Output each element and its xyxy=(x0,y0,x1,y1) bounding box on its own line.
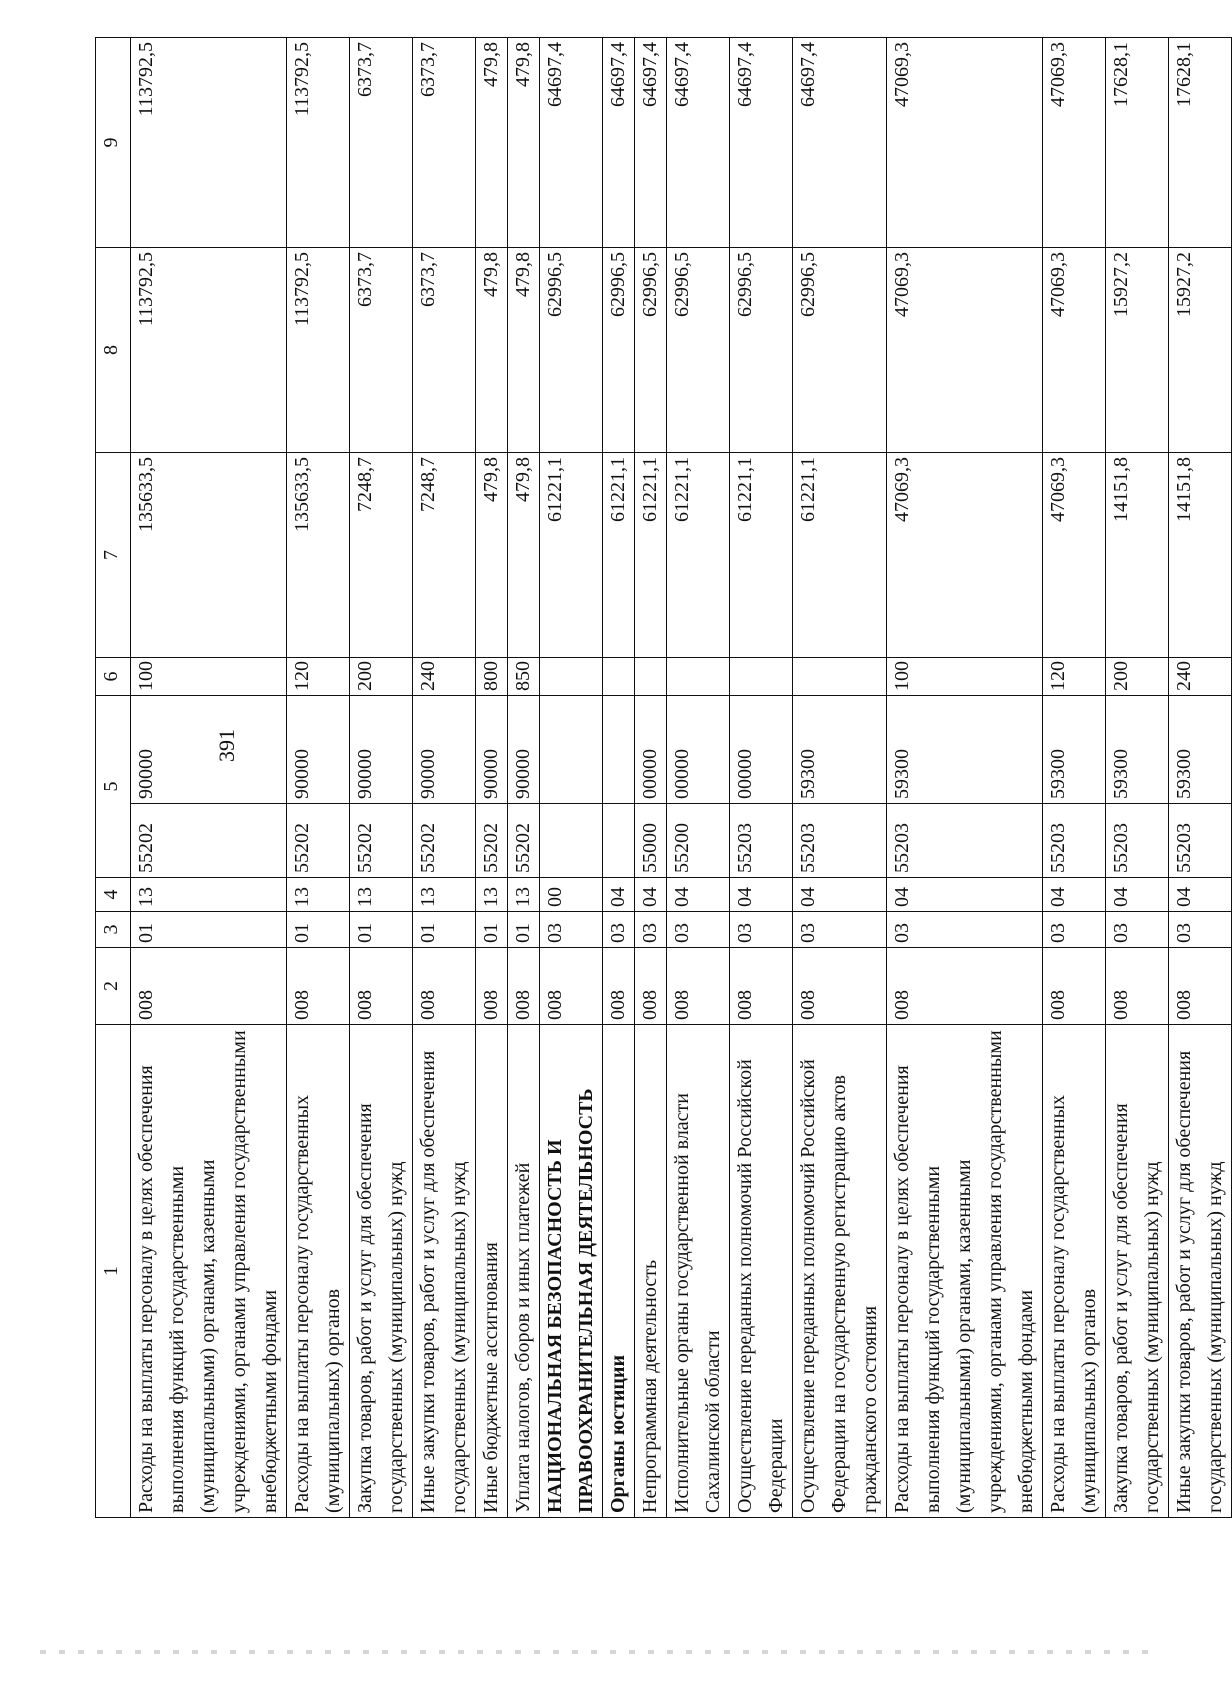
amount-col7-cell: 479,8 xyxy=(508,453,540,658)
grbs-code-cell: 008 xyxy=(508,948,540,1025)
direction-code-cell: 90000 xyxy=(476,696,508,804)
amount-col8-cell: 15927,2 xyxy=(1169,248,1232,453)
section-code-cell: 03 xyxy=(667,912,730,948)
table-row xyxy=(131,38,287,1518)
amount-col7-cell: 61221,1 xyxy=(730,453,793,658)
amount-col7-cell: 14151,8 xyxy=(1106,453,1169,658)
subsection-code-cell: 13 xyxy=(350,878,413,912)
table-row xyxy=(1043,38,1106,1518)
grbs-code-cell: 008 xyxy=(131,948,287,1025)
row-name-cell: Закупка товаров, работ и услуг для обеспечения государственных (муниципальных) нужд xyxy=(350,1025,413,1518)
program-code-cell: 55202 xyxy=(287,804,350,878)
program-code-cell: 55200 xyxy=(667,804,730,878)
amount-col8-cell: 62996,5 xyxy=(667,248,730,453)
subsection-code-cell: 04 xyxy=(1169,878,1232,912)
amount-col9-cell: 479,8 xyxy=(476,38,508,248)
direction-code-cell: 59300 xyxy=(1106,696,1169,804)
grbs-code-cell: 008 xyxy=(793,948,887,1025)
subsection-code-cell: 13 xyxy=(508,878,540,912)
row-name-cell: Расходы на выплаты персоналу государственных (муниципальных) органов xyxy=(287,1025,350,1518)
expense-type-cell xyxy=(730,658,793,696)
header-cell: 2 xyxy=(96,948,131,1025)
amount-col7-cell: 61221,1 xyxy=(603,453,635,658)
program-code-cell xyxy=(603,804,635,878)
expense-type-cell: 800 xyxy=(476,658,508,696)
section-code-cell: 01 xyxy=(131,912,287,948)
amount-col8-cell: 62996,5 xyxy=(730,248,793,453)
table-row xyxy=(1169,38,1232,1518)
section-code-cell: 01 xyxy=(287,912,350,948)
grbs-code-cell: 008 xyxy=(635,948,667,1025)
amount-col9-cell: 47069,3 xyxy=(1043,38,1106,248)
header-cell: 8 xyxy=(96,248,131,453)
direction-code-cell xyxy=(540,696,603,804)
program-code-cell: 55203 xyxy=(793,804,887,878)
table-row xyxy=(1106,38,1169,1518)
amount-col8-cell: 62996,5 xyxy=(793,248,887,453)
section-code-cell: 03 xyxy=(1169,912,1232,948)
header-cell: 5 xyxy=(96,696,131,878)
program-code-cell: 55203 xyxy=(1169,804,1232,878)
table-row xyxy=(793,38,887,1518)
section-code-cell: 03 xyxy=(603,912,635,948)
section-code-cell: 03 xyxy=(793,912,887,948)
direction-code-cell xyxy=(603,696,635,804)
section-code-cell: 03 xyxy=(730,912,793,948)
header-cell: 9 xyxy=(96,38,131,248)
section-code-cell: 01 xyxy=(476,912,508,948)
amount-col9-cell: 47069,3 xyxy=(887,38,1043,248)
table-body xyxy=(96,38,1232,1518)
amount-col9-cell: 17628,1 xyxy=(1169,38,1232,248)
grbs-code-cell: 008 xyxy=(540,948,603,1025)
subsection-code-cell: 04 xyxy=(667,878,730,912)
grbs-code-cell: 008 xyxy=(350,948,413,1025)
amount-col7-cell: 61221,1 xyxy=(667,453,730,658)
amount-col8-cell: 62996,5 xyxy=(603,248,635,453)
program-code-cell: 55202 xyxy=(413,804,476,878)
subsection-code-cell: 04 xyxy=(1106,878,1169,912)
subsection-code-cell: 13 xyxy=(413,878,476,912)
row-name-cell: Иные бюджетные ассигнования xyxy=(476,1025,508,1518)
program-code-cell: 55000 xyxy=(635,804,667,878)
amount-col9-cell: 64697,4 xyxy=(540,38,603,248)
section-code-cell: 01 xyxy=(508,912,540,948)
expense-type-cell xyxy=(603,658,635,696)
row-name-cell: Непрограммная деятельность xyxy=(635,1025,667,1518)
subsection-code-cell: 00 xyxy=(540,878,603,912)
subsection-code-cell: 13 xyxy=(476,878,508,912)
amount-col9-cell: 64697,4 xyxy=(635,38,667,248)
subsection-code-cell: 04 xyxy=(887,878,1043,912)
program-code-cell: 55202 xyxy=(476,804,508,878)
grbs-code-cell: 008 xyxy=(667,948,730,1025)
expense-type-cell: 100 xyxy=(887,658,1043,696)
row-name-cell: Органы юстиции xyxy=(603,1025,635,1518)
table-row xyxy=(540,38,603,1518)
row-name-cell: НАЦИОНАЛЬНАЯ БЕЗОПАСНОСТЬ И ПРАВООХРАНИТЕЛЬНАЯ ДЕЯТЕЛЬНОСТЬ xyxy=(540,1025,603,1518)
amount-col8-cell: 15927,2 xyxy=(1106,248,1169,453)
expense-type-cell: 240 xyxy=(413,658,476,696)
table-row xyxy=(667,38,730,1518)
grbs-code-cell: 008 xyxy=(730,948,793,1025)
section-code-cell: 03 xyxy=(1043,912,1106,948)
grbs-code-cell: 008 xyxy=(603,948,635,1025)
row-name-cell: Уплата налогов, сборов и иных платежей xyxy=(508,1025,540,1518)
table-row xyxy=(603,38,635,1518)
amount-col9-cell: 113792,5 xyxy=(131,38,287,248)
direction-code-cell: 59300 xyxy=(793,696,887,804)
amount-col8-cell: 6373,7 xyxy=(350,248,413,453)
amount-col7-cell: 14151,8 xyxy=(1169,453,1232,658)
subsection-code-cell: 04 xyxy=(730,878,793,912)
amount-col8-cell: 62996,5 xyxy=(540,248,603,453)
amount-col7-cell: 47069,3 xyxy=(887,453,1043,658)
amount-col9-cell: 113792,5 xyxy=(287,38,350,248)
grbs-code-cell: 008 xyxy=(1169,948,1232,1025)
amount-col8-cell: 479,8 xyxy=(508,248,540,453)
expense-type-cell xyxy=(540,658,603,696)
direction-code-cell: 90000 xyxy=(413,696,476,804)
header-cell: 1 xyxy=(96,1025,131,1518)
subsection-code-cell: 04 xyxy=(635,878,667,912)
program-code-cell: 55202 xyxy=(508,804,540,878)
grbs-code-cell: 008 xyxy=(476,948,508,1025)
subsection-code-cell: 13 xyxy=(131,878,287,912)
program-code-cell: 55203 xyxy=(1106,804,1169,878)
row-name-cell: Расходы на выплаты персоналу в целях обеспечения выполнения функций государственными (муниципальными) органами, казенными учреждениями, органами управления государственными внебюджетными фондами xyxy=(131,1025,287,1518)
amount-col8-cell: 113792,5 xyxy=(287,248,350,453)
direction-code-cell: 90000 xyxy=(287,696,350,804)
grbs-code-cell: 008 xyxy=(1106,948,1169,1025)
table-row xyxy=(508,38,540,1518)
amount-col7-cell: 61221,1 xyxy=(540,453,603,658)
table-row xyxy=(730,38,793,1518)
header-cell: 4 xyxy=(96,878,131,912)
expense-type-cell: 850 xyxy=(508,658,540,696)
program-code-cell xyxy=(540,804,603,878)
amount-col9-cell: 64697,4 xyxy=(793,38,887,248)
expense-type-cell xyxy=(635,658,667,696)
row-name-cell: Исполнительные органы государственной власти Сахалинской области xyxy=(667,1025,730,1518)
row-name-cell: Закупка товаров, работ и услуг для обеспечения государственных (муниципальных) нужд xyxy=(1106,1025,1169,1518)
amount-col9-cell: 64697,4 xyxy=(603,38,635,248)
expense-type-cell: 240 xyxy=(1169,658,1232,696)
amount-col7-cell: 61221,1 xyxy=(793,453,887,658)
expense-type-cell: 120 xyxy=(1043,658,1106,696)
subsection-code-cell: 13 xyxy=(287,878,350,912)
scan-noise-strip xyxy=(40,1650,1160,1654)
amount-col9-cell: 64697,4 xyxy=(730,38,793,248)
grbs-code-cell: 008 xyxy=(413,948,476,1025)
amount-col7-cell: 479,8 xyxy=(476,453,508,658)
section-code-cell: 01 xyxy=(350,912,413,948)
header-cell: 6 xyxy=(96,658,131,696)
program-code-cell: 55203 xyxy=(1043,804,1106,878)
rotated-table-container xyxy=(95,38,1226,1518)
amount-col7-cell: 7248,7 xyxy=(350,453,413,658)
table-row xyxy=(350,38,413,1518)
amount-col9-cell: 17628,1 xyxy=(1106,38,1169,248)
budget-table xyxy=(95,37,1232,1518)
header-cell: 7 xyxy=(96,453,131,658)
amount-col7-cell: 7248,7 xyxy=(413,453,476,658)
amount-col9-cell: 479,8 xyxy=(508,38,540,248)
row-name-cell: Расходы на выплаты персоналу государственных (муниципальных) органов xyxy=(1043,1025,1106,1518)
section-code-cell: 03 xyxy=(887,912,1043,948)
amount-col7-cell: 135633,5 xyxy=(287,453,350,658)
table-row xyxy=(887,38,1043,1518)
direction-code-cell: 90000 xyxy=(350,696,413,804)
expense-type-cell xyxy=(667,658,730,696)
subsection-code-cell: 04 xyxy=(1043,878,1106,912)
row-name-cell: Иные закупки товаров, работ и услуг для обеспечения государственных (муниципальных) нужд xyxy=(1169,1025,1232,1518)
row-name-cell: Осуществление переданных полномочий Российской Федерации xyxy=(730,1025,793,1518)
page-number: 391 xyxy=(214,729,239,762)
amount-col8-cell: 479,8 xyxy=(476,248,508,453)
expense-type-cell: 120 xyxy=(287,658,350,696)
grbs-code-cell: 008 xyxy=(1043,948,1106,1025)
program-code-cell: 55202 xyxy=(350,804,413,878)
section-code-cell: 01 xyxy=(413,912,476,948)
amount-col7-cell: 47069,3 xyxy=(1043,453,1106,658)
subsection-code-cell: 04 xyxy=(603,878,635,912)
program-code-cell: 55202 xyxy=(131,804,287,878)
amount-col7-cell: 61221,1 xyxy=(635,453,667,658)
direction-code-cell: 00000 xyxy=(667,696,730,804)
amount-col9-cell: 64697,4 xyxy=(667,38,730,248)
grbs-code-cell: 008 xyxy=(887,948,1043,1025)
header-cell: 3 xyxy=(96,912,131,948)
subsection-code-cell: 04 xyxy=(793,878,887,912)
amount-col7-cell: 135633,5 xyxy=(131,453,287,658)
expense-type-cell: 200 xyxy=(1106,658,1169,696)
table-row xyxy=(287,38,350,1518)
amount-col8-cell: 6373,7 xyxy=(413,248,476,453)
section-code-cell: 03 xyxy=(1106,912,1169,948)
row-name-cell: Расходы на выплаты персоналу в целях обеспечения выполнения функций государственными (муниципальными) органами, казенными учреждениями, органами управления государственными внебюджетными фондами xyxy=(887,1025,1043,1518)
row-name-cell: Иные закупки товаров, работ и услуг для обеспечения государственных (муниципальных) нужд xyxy=(413,1025,476,1518)
expense-type-cell: 200 xyxy=(350,658,413,696)
row-name-cell: Осуществление переданных полномочий Российской Федерации на государственную регистрацию актов гражданского состояния xyxy=(793,1025,887,1518)
table-row xyxy=(413,38,476,1518)
amount-col8-cell: 47069,3 xyxy=(1043,248,1106,453)
program-code-cell: 55203 xyxy=(887,804,1043,878)
section-code-cell: 03 xyxy=(635,912,667,948)
program-code-cell: 55203 xyxy=(730,804,793,878)
amount-col8-cell: 113792,5 xyxy=(131,248,287,453)
table-header-row xyxy=(96,38,131,1518)
direction-code-cell: 59300 xyxy=(887,696,1043,804)
direction-code-cell: 00000 xyxy=(635,696,667,804)
direction-code-cell: 59300 xyxy=(1169,696,1232,804)
direction-code-cell: 00000 xyxy=(730,696,793,804)
direction-code-cell: 59300 xyxy=(1043,696,1106,804)
expense-type-cell: 100 xyxy=(131,658,287,696)
direction-code-cell: 90000 xyxy=(508,696,540,804)
amount-col8-cell: 62996,5 xyxy=(635,248,667,453)
expense-type-cell xyxy=(793,658,887,696)
table-row xyxy=(476,38,508,1518)
amount-col9-cell: 6373,7 xyxy=(350,38,413,248)
section-code-cell: 03 xyxy=(540,912,603,948)
direction-code-cell: 90000 xyxy=(131,696,287,804)
amount-col9-cell: 6373,7 xyxy=(413,38,476,248)
grbs-code-cell: 008 xyxy=(287,948,350,1025)
table-row xyxy=(635,38,667,1518)
amount-col8-cell: 47069,3 xyxy=(887,248,1043,453)
